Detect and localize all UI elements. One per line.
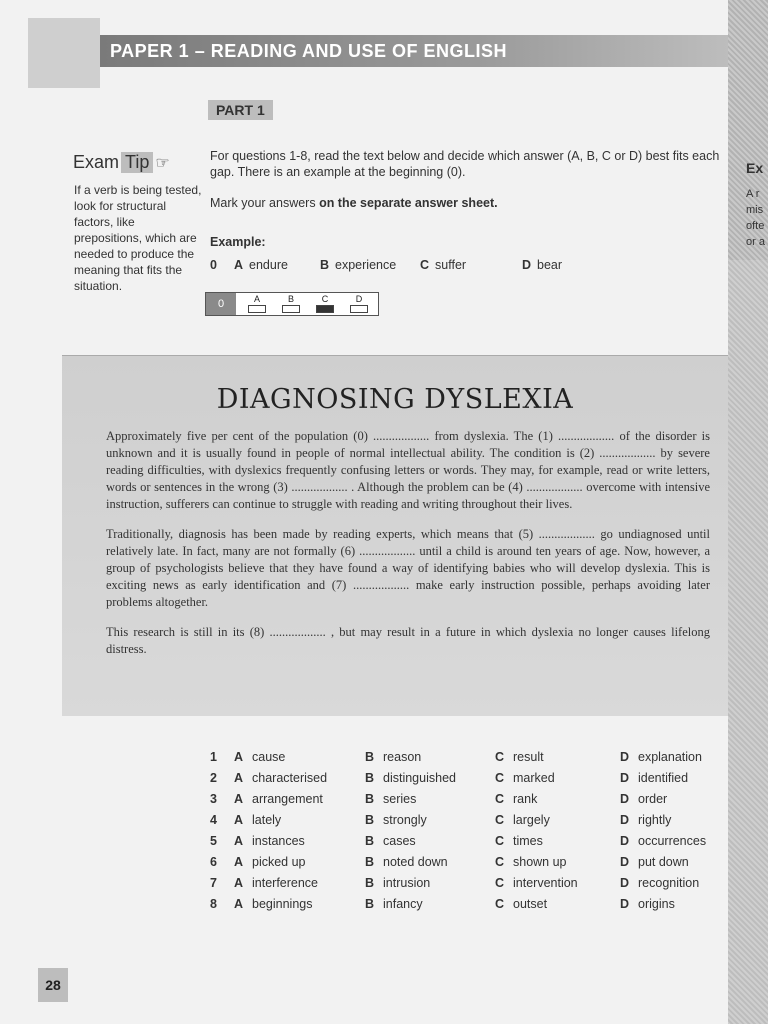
exam-tip-heading — [73, 152, 170, 173]
answer-bubble-a — [248, 305, 266, 313]
example-number: 0 — [210, 258, 217, 272]
adjacent-fragment: A r — [746, 188, 760, 200]
passage-text — [106, 428, 710, 671]
answer-sheet-emphasis: on the separate answer sheet. — [319, 196, 498, 210]
answer-sheet-instruction: Mark your answers on the separate answer sheet. — [210, 196, 498, 210]
passage-paragraph-1: Approximately five per cent of the population (0) .................. from dyslexia. The (1) .................. of the disorder is unknown and it is usually found in people of normal intellectual ability. The condition is (2) .................. by severe reading difficulties, with dyslexics frequently confusing letters or words. They may, for example, read or write letters, words or sentences in the wrong (3) .................. . Although the problem can be (4) .................. overcome with intensive instruction, sufferers can continue to struggle with reading and writing throughout their lives. — [106, 429, 710, 511]
passage-paragraph-3: This research is still in its (8) .................. , but may result in a future in which dyslexia no longer causes lifelong distress. — [106, 625, 710, 656]
answer-bubble-c-selected — [316, 305, 334, 313]
adjacent-fragment: ofte — [746, 220, 765, 232]
answer-bubble-d — [350, 305, 368, 313]
answer-bubble-b — [282, 305, 300, 313]
answer-box-number: 0 — [206, 293, 236, 315]
example-option-b: B experience — [320, 258, 397, 272]
exam-tip-text: If a verb is being tested, look for structural factors, like prepositions, which are needed to produce the meaning that fits the situation. — [74, 183, 202, 293]
instructions: For questions 1-8, read the text below and decide which answer (A, B, C or D) best fits each gap. There is an example at the beginning (0). — [210, 149, 720, 179]
answer-box-letter-a: A — [253, 294, 260, 304]
page-number: 28 — [38, 968, 68, 1002]
answer-box-letter-b: B — [287, 294, 294, 304]
pointing-hand-icon: ☞ — [155, 155, 170, 172]
adjacent-fragment: Ex — [746, 160, 764, 176]
example-option-c: C suffer — [420, 258, 467, 272]
part-label: PART 1 — [208, 100, 273, 120]
tip-label: Tip — [121, 152, 153, 173]
adjacent-page-edge — [728, 0, 768, 1024]
example-option-a: A endure — [234, 258, 288, 272]
answer-box-letter-d: D — [355, 294, 363, 304]
passage-paragraph-2: Traditionally, diagnosis has been made by reading experts, which means that (5) .................. go undiagnosed until relatively late. In fact, many are not formally (6) .................. until a child is around ten years of age. Now, however, a group of psychologists believe that they have found a way of identifying babies who will develop dyslexia. This is exciting news as early identification and (7) .................. make early instruction possible, perhaps avoiding later problems altogether. — [106, 527, 710, 609]
passage-box — [62, 355, 728, 716]
book-page: PAPER 1 – READING AND USE OF ENGLISH PART 1 Exam Tip ☞ If a verb is being tested, look for structural factors, like prepositions, which are needed to produce the meaning that fits the situation. For questions 1-8, read the text below and decide which answer (A, B, C or D) best fits each gap. There is an example at the beginning (0). Mark your answers on the separate answer sheet. Example: 0 A endure B experience C suffer D bear 0 A B C D DIAGNOSING DYSLEXIA Approximately five per cent of the population (0) .................. from dyslexia. The (1) .................. of the disorder is unknown and it is usually found in people of normal intellectual ability. The condition is (2) .................. by severe reading difficulties, with dyslexics frequently confusing letters or words. They may, for example, read or write letters, words or sentences in the wrong (3) .................. . Although the problem can be (4) .................. overcome with intensive instruction, sufferers can continue to struggle with reading and writing throughout their lives. Traditionally, diagnosis has been made by reading experts, which means that (5) .................. go undiagnosed until relatively late. In fact, many are not formally (6) .................. until a child is around ten years of age. Now, however, a group of psychologists believe that they have found a way of identifying babies who will develop dyslexia. This is exciting news as early identification and (7) .................. make early instruction possible, perhaps avoiding later problems altogether. This research is still in its (8) .................. , but may result in a future in which dyslexia no longer causes lifelong distress. 1 A cause B reason C result D explanation 2 A characterised B distinguished C marked D identified 3 A arrangement B series C rank D order 4 A lately B strongly C largely D rightly 5 A instances B cases C times D occurrences 6 A picked up B noted down C shown up D put down 7 A interference B intrusion C intervention D recognition 8 A beginnings B infancy C outset D origins 28 — [0, 0, 730, 1024]
adjacent-fragment: mis — [746, 204, 764, 216]
answer-box-letter-c: C — [321, 294, 329, 304]
adjacent-fragment: or a — [746, 236, 765, 248]
paper-title: PAPER 1 – READING AND USE OF ENGLISH — [110, 41, 508, 61]
passage-title: DIAGNOSING DYSLEXIA — [216, 384, 574, 415]
example-label: Example: — [210, 235, 266, 249]
header-decoration — [28, 18, 100, 88]
exam-tip-label: Exam — [73, 152, 120, 172]
example-option-d: D bear — [522, 258, 563, 272]
example-answer-box — [205, 292, 379, 316]
